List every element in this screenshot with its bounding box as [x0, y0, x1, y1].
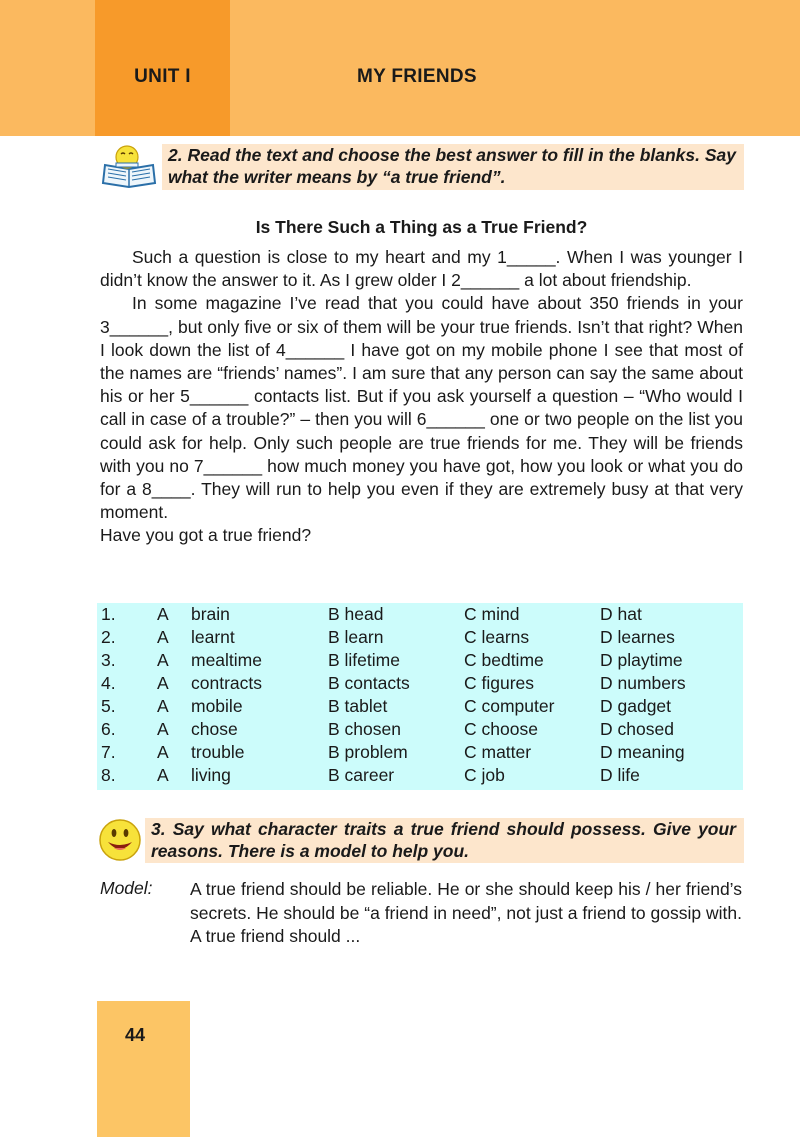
- option-b: B tablet: [328, 696, 388, 716]
- option-letter-a: A: [157, 604, 169, 624]
- unit-label: UNIT I: [134, 66, 191, 87]
- option-d: D hat: [600, 604, 642, 624]
- option-c: C mind: [464, 604, 520, 624]
- page-number: 44: [124, 1025, 146, 1045]
- option-b: B learn: [328, 627, 384, 647]
- reading-question: Have you got a true friend?: [100, 525, 312, 546]
- task-2-instruction: 2. Read the text and choose the best answer to fill in the blanks. Say what the writer means by “a true friend”.: [162, 144, 744, 190]
- option-a: brain: [191, 604, 230, 624]
- option-row: [97, 765, 743, 788]
- model-text: A true friend should be reliable. He or she should keep his / her friend’s secrets. He should be “a friend in need”, not just a friend to gossip with. A true friend should ...: [190, 879, 742, 946]
- option-c: C choose: [464, 719, 538, 739]
- chapter-title: MY FRIENDS: [357, 66, 477, 87]
- speaking-smiley-icon: [98, 818, 142, 862]
- option-d: D chosed: [600, 719, 674, 739]
- option-number: 8.: [101, 765, 116, 785]
- option-number: 1.: [101, 604, 116, 624]
- option-c: C figures: [464, 673, 535, 693]
- reading-paragraph: In some magazine I’ve read that you could have about 350 friends in your 3______, but only five or six of them will be your true friends. Isn’t that right? When I look down the list of 4______ I have got on my mobile phone I see that most of the names are “friends’ names”. I am sure that any person can say the same about his or her 5______ contacts list. But if you ask yourself a question – “Who would I call in case of a trouble?” – then you will 6______ one or two people on the list you could ask for help. Only such people are true friends for me. They will be friends with you no 7______ how much money you have got, how you look or what you do for a 8____. They will run to help you even if they are extremely busy at that very moment.: [100, 293, 743, 523]
- option-a: trouble: [191, 742, 245, 762]
- option-letter-a: A: [157, 627, 169, 647]
- option-number: 4.: [101, 673, 116, 693]
- option-a: mobile: [191, 696, 243, 716]
- option-row: [97, 604, 743, 627]
- option-a: chose: [191, 719, 238, 739]
- option-row: [97, 627, 743, 650]
- option-row: [97, 742, 743, 765]
- model-label: Model:: [100, 878, 153, 898]
- reading-text: [100, 246, 743, 548]
- option-b: B contacts: [328, 673, 410, 693]
- option-b: B lifetime: [328, 650, 400, 670]
- option-a: learnt: [191, 627, 235, 647]
- option-b: B problem: [328, 742, 408, 762]
- option-letter-a: A: [157, 673, 169, 693]
- option-row: [97, 696, 743, 719]
- option-row: [97, 719, 743, 742]
- task-3-instruction: 3. Say what character traits a true friend should possess. Give your reasons. There is a model to help you.: [145, 818, 744, 863]
- option-d: D learnes: [600, 627, 675, 647]
- option-number: 6.: [101, 719, 116, 739]
- option-letter-a: A: [157, 650, 169, 670]
- option-d: D numbers: [600, 673, 686, 693]
- option-d: D life: [600, 765, 640, 785]
- option-number: 7.: [101, 742, 116, 762]
- page-number-tab: [97, 1001, 190, 1137]
- option-c: C learns: [464, 627, 530, 647]
- option-number: 5.: [101, 696, 116, 716]
- option-c: C job: [464, 765, 505, 785]
- option-letter-a: A: [157, 696, 169, 716]
- answer-options-table: [97, 603, 743, 790]
- option-letter-a: A: [157, 742, 169, 762]
- option-number: 3.: [101, 650, 116, 670]
- option-row: [97, 650, 743, 673]
- option-b: B chosen: [328, 719, 401, 739]
- option-letter-a: A: [157, 719, 169, 739]
- option-a: living: [191, 765, 231, 785]
- option-c: C matter: [464, 742, 532, 762]
- reading-book-icon: [100, 143, 158, 189]
- option-a: mealtime: [191, 650, 262, 670]
- option-c: C bedtime: [464, 650, 544, 670]
- option-b: B career: [328, 765, 395, 785]
- option-d: D playtime: [600, 650, 683, 670]
- option-d: D gadget: [600, 696, 672, 716]
- option-d: D meaning: [600, 742, 685, 762]
- option-letter-a: A: [157, 765, 169, 785]
- option-b: B head: [328, 604, 384, 624]
- option-a: contracts: [191, 673, 262, 693]
- option-number: 2.: [101, 627, 116, 647]
- reading-paragraph: Such a question is close to my heart and my 1_____. When I was younger I didn’t know the answer to it. As I grew older I 2______ a lot about friendship.: [100, 247, 743, 291]
- reading-title: Is There Such a Thing as a True Friend?: [255, 217, 588, 237]
- option-c: C computer: [464, 696, 555, 716]
- option-row: [97, 673, 743, 696]
